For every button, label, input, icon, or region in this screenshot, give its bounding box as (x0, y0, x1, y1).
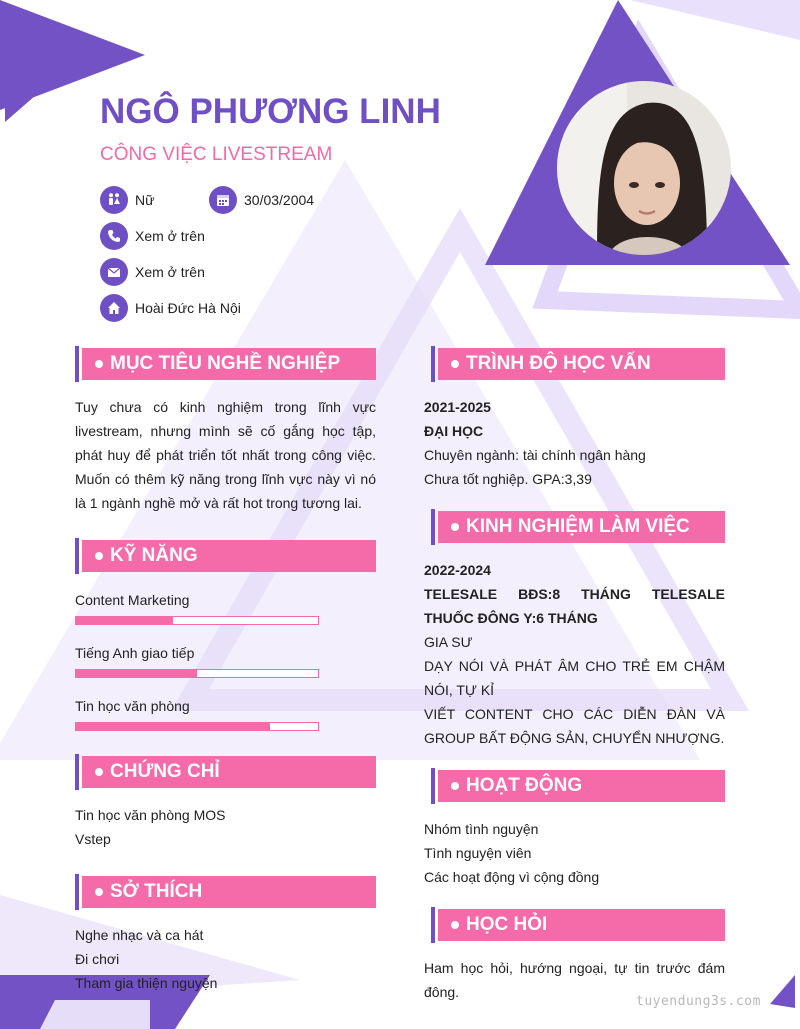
skill-progress-fill (76, 617, 173, 624)
hobby-item: Đi chơi (75, 951, 120, 967)
activity-item: Tình nguyện viên (424, 845, 532, 861)
section-title: KỸ NĂNG (110, 545, 198, 566)
skill-label: Tin học văn phòng (75, 698, 190, 714)
certificate-item: Tin học văn phòng MOS (75, 807, 226, 823)
profile-photo (557, 81, 731, 255)
birthdate-value: 30/03/2004 (244, 192, 315, 208)
section-header-certificates (75, 756, 376, 788)
section-header-activities (431, 770, 725, 802)
email-icon (100, 258, 128, 286)
section-title: KINH NGHIỆM LÀM VIỆC (466, 516, 690, 537)
candidate-name: NGÔ PHƯƠNG LINH (100, 92, 441, 131)
skill-progress-fill (76, 670, 197, 677)
experience-line: GIA SƯ (424, 634, 473, 650)
calendar-icon (209, 186, 237, 214)
education-period: 2021-2025 (424, 399, 491, 415)
experience-line: DẠY NÓI VÀ PHÁT ÂM CHO TRẺ EM CHẬM NÓI, TỰ KỈ (424, 658, 725, 698)
job-title: CÔNG VIỆC LIVESTREAM (100, 144, 333, 165)
email-value: Xem ở trên (135, 264, 205, 280)
home-icon (100, 294, 128, 322)
hobby-item: Nghe nhạc và ca hát (75, 927, 204, 943)
section-title: MỤC TIÊU NGHỀ NGHIỆP (110, 353, 341, 374)
skill-progress-fill (76, 723, 270, 730)
skill-progress-bar (75, 616, 319, 625)
phone-value: Xem ở trên (135, 228, 205, 244)
watermark: tuyendung3s.com (636, 994, 761, 1009)
experience-role: TELESALE BĐS:8 THÁNG TELESALE THUỐC ĐÔNG Y:6 THÁNG (424, 586, 725, 626)
experience-period: 2022-2024 (424, 562, 491, 578)
section-title: HOẠT ĐỘNG (466, 775, 583, 796)
section-header-skills (75, 540, 376, 572)
address-value: Hoài Đức Hà Nội (135, 300, 241, 316)
education-status: Chưa tốt nghiệp. GPA:3,39 (424, 471, 592, 487)
section-title: SỞ THÍCH (110, 881, 203, 902)
activity-item: Nhóm tình nguyện (424, 821, 539, 837)
objective-text: Tuy chưa có kinh nghiệm trong lĩnh vực livestream, nhưng mình sẽ cố gắng học tập, phát huy để phát triển tốt nhất trong công việc. Muốn có thêm kỹ năng trong lĩnh vực này vì nó là 1 ngành nghề mở và rất hot trong tương lai. (75, 399, 376, 511)
experience-line: VIẾT CONTENT CHO CÁC DIỄN ĐÀN VÀ GROUP BẤT ĐỘNG SẢN, CHUYỂN NHƯỢNG. (424, 706, 725, 746)
education-degree: ĐẠI HỌC (424, 423, 484, 439)
section-header-education (431, 348, 725, 380)
skill-progress-bar (75, 669, 319, 678)
certificate-item: Vstep (75, 831, 111, 847)
section-header-learning (431, 909, 725, 941)
education-major: Chuyên ngành: tài chính ngân hàng (424, 447, 646, 463)
skill-label: Tiếng Anh giao tiếp (75, 645, 195, 661)
phone-icon (100, 222, 128, 250)
section-title: HỌC HỎI (466, 914, 548, 935)
learning-text: Ham học hỏi, hướng ngoại, tự tin trước đám đông. (424, 960, 725, 1000)
section-title: CHỨNG CHỈ (110, 761, 220, 782)
gender-value: Nữ (135, 192, 155, 208)
skill-progress-bar (75, 722, 319, 731)
section-title: TRÌNH ĐỘ HỌC VẤN (466, 353, 651, 374)
hobby-item: Tham gia thiện nguyện (75, 975, 218, 991)
section-header-hobbies (75, 876, 376, 908)
skill-label: Content Marketing (75, 592, 190, 608)
activity-item: Các hoạt động vì cộng đồng (424, 869, 600, 885)
section-header-experience (431, 511, 725, 543)
section-header-objective (75, 348, 376, 380)
gender-icon (100, 186, 128, 214)
